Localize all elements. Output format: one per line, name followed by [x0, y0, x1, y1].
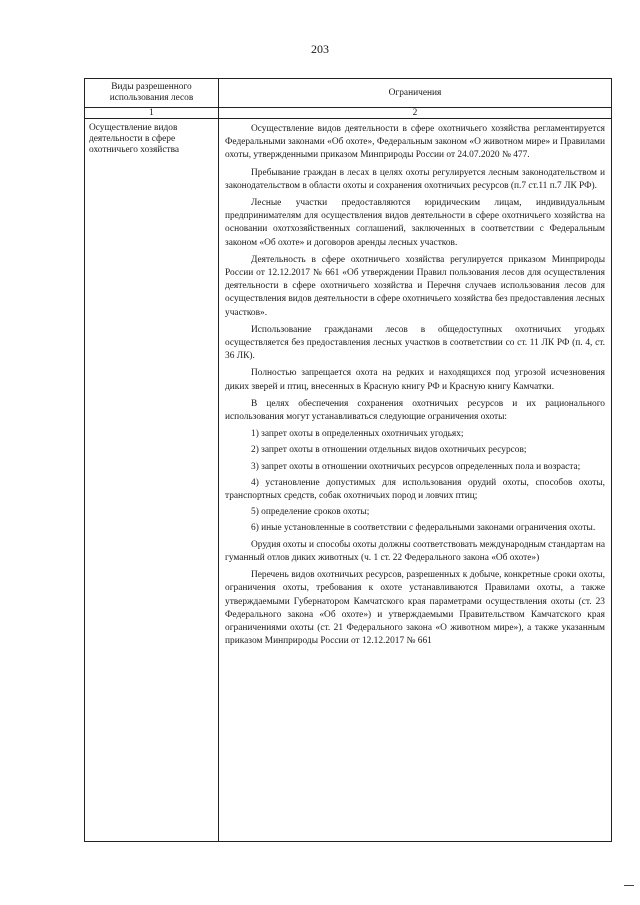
scan-mark [624, 885, 634, 886]
restrictions-cell [219, 119, 612, 842]
column-number-2: 2 [219, 108, 612, 119]
paragraph: Деятельность в сфере охотничьего хозяйства регулируется приказом Минприроды России от 12.12.2017 № 661 «Об утверждении Правил пользования лесов для осуществления деятельности в сфере охотничьего хозяйства и Перечня случаев использования лесов для осуществления видов деятельности в сфере охотничьего хозяйства без предоставления лесных участков». [225, 254, 605, 318]
restrictions-table [84, 78, 612, 842]
page-number: 203 [311, 42, 329, 56]
table-row [85, 119, 612, 842]
header-forest-use-types: Виды разрешенного использования лесов [85, 79, 219, 108]
paragraph: Пребывание граждан в лесах в целях охоты регулируется лесным законодательством и законодательством в области охоты и сохранения охотничьих ресурсов (п.7 ст.11 п.7 ЛК РФ). [225, 167, 605, 191]
list-item: 2) запрет охоты в отношении отдельных видов охотничьих ресурсов; [251, 445, 527, 456]
column-number-row [85, 108, 612, 119]
table-header-row [85, 79, 612, 108]
list-item: 6) иные установленные в соответствии с федеральными законами ограничения охоты. [251, 523, 596, 534]
paragraph: Орудия охоты и способы охоты должны соответствовать международным стандартам на гуманный отлов диких животных (ч. 1 ст. 22 Федерального закона «Об охоте») [225, 539, 605, 563]
list-item: 1) запрет охоты в определенных охотничьих угодьях; [251, 429, 464, 440]
header-restrictions: Ограничения [219, 79, 612, 108]
list-item: 4) установление допустимых для использования орудий охоты, способов охоты, транспортных средств, собак охотничьих пород и ловчих птиц; [225, 477, 605, 502]
paragraph: В целях обеспечения сохранения охотничьих ресурсов и их рационального использования могут устанавливаться следующие ограничения охоты: [225, 398, 605, 423]
paragraph: Использование гражданами лесов в общедоступных охотничьих угодьях осуществляется без предоставления лесных участков в соответствии со ст. 11 ЛК РФ (п. 4, ст. 36 ЛК). [225, 324, 605, 362]
list-item: 3) запрет охоты в отношении охотничьих ресурсов определенных пола и возраста; [251, 461, 581, 472]
paragraph: Осуществление видов деятельности в сфере охотничьего хозяйства регламентируется Федеральными законами «Об охоте», Федеральным законом «О животном мире» и Правилами охоты, утвержденными приказом Минприроды России от 24.07.2020 № 477. [225, 124, 605, 161]
forest-use-type-cell: Осуществление видов деятельности в сфере охотничьего хозяйства [85, 119, 219, 842]
column-number-1: 1 [85, 108, 219, 119]
paragraph: Лесные участки предоставляются юридическим лицам, индивидуальным предпринимателям для осуществления видов деятельности в сфере охотничьего хозяйства на основании охотхозяйственных соглашений, заключенных в соответствии с Федеральным законом «Об охоте» и договоров аренды лесных участков. [225, 198, 605, 248]
paragraph: Полностью запрещается охота на редких и находящихся под угрозой исчезновения диких зверей и птиц, внесенных в Красную книгу РФ и Красную книгу Камчатки. [225, 368, 605, 392]
list-item: 5) определение сроков охоты; [251, 507, 370, 518]
paragraph: Перечень видов охотничьих ресурсов, разрешенных к добыче, конкретные сроки охоты, ограничения охоты, требования к охоте устанавливаются Правилами охоты, а также утверждаемыми Губернатором Камчатского края параметрами осуществления охоты (ст. 23 Федерального закона «Об охоте») и утверждаемыми Правительством Камчатского края ограничениями охоты (ст. 21 Федерального закона «О животном мире»), а также указанным приказом Минприроды России от 12.12.2017 № 661 [225, 570, 605, 647]
